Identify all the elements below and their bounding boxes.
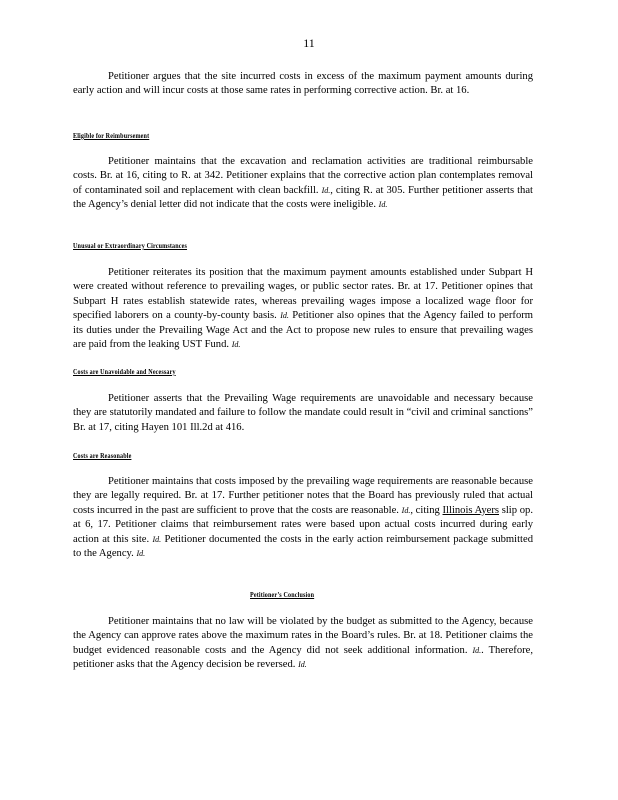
paragraph-text: Petitioner maintains that the excavation and reclamation activities are traditional reimbursable costs. Br. at 16, citing to R. at 342. Petitioner explains that the corrective action plan contemplates removal of contaminated soil and replacement with clean backfill. <box>73 156 533 196</box>
paragraph-site-costs <box>73 70 533 99</box>
heading-unusual-circumstances: Unusual or Extraordinary Circumstances <box>73 241 188 250</box>
citation-id: Id. <box>298 660 307 670</box>
heading-eligible: Eligible for Reimbursement <box>73 131 150 140</box>
paragraph-conclusion <box>73 615 533 673</box>
paragraph-text: Petitioner maintains that no law will be violated by the budget as submitted to the Agency, because the Agency can approve rates above the maximum rates in the Board’s rules. Br. at 18. Petitioner claims the budget evidenced reasonable costs and the Agency did not seek additional information. <box>73 616 533 656</box>
paragraph-text: . Therefore, petitioner asks that the Agency decision be reversed. <box>73 644 533 671</box>
paragraph-text: Petitioner reiterates its position that the maximum payment amounts established under Subpart H were created without reference to prevailing wages, or public sector rates. Br. at 17. Petitioner opines that Subpart H rates establish statewide rates, whereas prevailing wages impose a localized wage floor for specified laborers on a county-by-county basis. <box>73 267 533 322</box>
heading-unavoidable: Costs are Unavoidable and Necessary <box>73 367 176 376</box>
citation-id: Id. <box>152 534 162 544</box>
paragraph-eligible <box>73 155 533 213</box>
citation-id: Id. <box>136 549 146 559</box>
citation-id: Id. <box>280 311 289 321</box>
paragraph-text: Petitioner argues that the site incurred costs in excess of the maximum payment amounts during early action and will incur costs at those same rates in performing corrective action. Br. at 16. <box>73 71 533 97</box>
case-citation: Illinois Ayers <box>442 504 499 516</box>
heading-conclusion: Petitioner’s Conclusion <box>250 590 315 599</box>
citation-id: Id. <box>231 340 241 350</box>
page-number: 11 <box>303 36 315 50</box>
paragraph-text: slip op. at 6, 17. Petitioner claims that reimbursement rates were based upon actual costs incurred during early action at this site. <box>73 504 533 545</box>
paragraph-text: , citing <box>410 504 440 516</box>
paragraph-text: Petitioner asserts that the Prevailing Wage requirements are unavoidable and necessary because they are statutorily mandated and failure to follow the mandate could result in “civil and criminal sanctions” Br. at 17, citing Hayen 101 Ill.2d at 416. <box>73 393 533 433</box>
paragraph-unavoidable <box>73 392 533 435</box>
paragraph-text: , citing R. at 305. Further petitioner asserts that the Agency’s denial letter did not indicate that the costs were ineligible. <box>73 184 533 211</box>
heading-reasonable: Costs are Reasonable <box>73 451 132 460</box>
paragraph-reasonable <box>73 475 533 561</box>
paragraph-text: Petitioner maintains that costs imposed by the prevailing wage requirements are reasonable because they are legally required. Br. at 17. Further petitioner notes that the Board has previously ruled that actual costs incurred in the past are sufficient to prove that the costs are reasonable. <box>73 476 533 516</box>
citation-id: Id. <box>472 645 482 655</box>
paragraph-unusual-circumstances <box>73 266 533 352</box>
paragraph-text: Petitioner documented the costs in the early action reimbursement package submitted to the Agency. <box>73 533 534 560</box>
citation-id: Id. <box>401 505 411 515</box>
citation-id: Id. <box>378 200 388 210</box>
paragraph-text: Petitioner also opines that the Agency failed to perform its duties under the Prevailing Wage Act and the Act to propose new rules to ensure that prevailing wages are paid from the leaking UST Fund. <box>73 310 534 351</box>
citation-id: Id. <box>321 185 331 195</box>
